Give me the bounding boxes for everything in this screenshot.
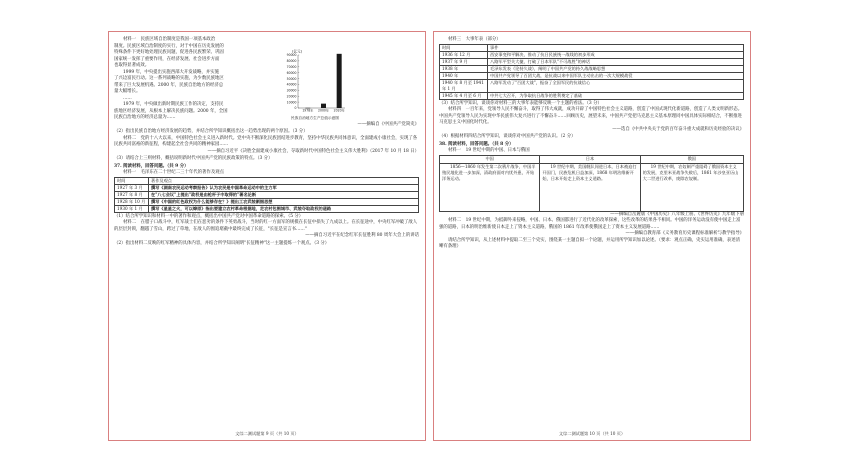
table-cell: 1936 年 12 月 [440, 51, 488, 58]
table-cell: 撰写《中国的红色政权为什么能够存在？》提出工农武装割据思想 [149, 198, 419, 205]
right-page [433, 31, 751, 441]
table-header-row [440, 44, 744, 51]
table-row [440, 65, 744, 72]
page-footer: 文综二测试题第 10 页（共 10 页） [558, 431, 626, 436]
table-cell: 1856—1860 年发生第二次鸦片战争，中国半殖民地化进一步加深，清政府面对内忧外患，开始洋务运动。 [440, 163, 540, 211]
table-cell: 在"八七会议"上提出"政权是由枪杆子中取得的"著名论断 [149, 191, 419, 198]
y-tick-label: 90000 [286, 53, 297, 58]
y-tick-label: 50000 [286, 76, 297, 81]
m1-line: 族地区经济发展，从根本上解决民族问题。2000 年，全国 [114, 108, 228, 114]
m38-material-two: 材料二 19 世纪中期，为抵御外来侵略，中国、日本、俄国都进行了近代化的改革探索，这些改革的结果各不相同。中国的洋务运动没有使中国走上富强的道路，日本的明治维新使日本走上了资本主义道路，俄国的 1861 年改革使俄国走上了资本主义发展道路…… [439, 218, 741, 230]
question-mao-1: （1）结合所学知识和材料一中的著作和观点，概括出中国共产党对中国革命道路的探索。（5 分） [114, 213, 304, 219]
m1-line: 也取得显著成效。 [114, 63, 150, 68]
m1-line: 特殊条件下更好地处理民族问题，促进各民族繁荣、巩固 [114, 50, 224, 55]
table-cell: 八路军平型关大捷，打破了日本军队"不可战胜"的神话 [488, 58, 744, 65]
table-cell: 中共七大召开，为争取抗日战争的胜利奠定了基础 [488, 92, 744, 99]
table-cell: 1927 年 8 月 [115, 191, 149, 198]
x-tick-label: 2000年 [318, 108, 329, 113]
table-row [115, 198, 419, 205]
chart-title: 民族自治地方生产总值示意图 [291, 116, 339, 120]
events-table [439, 44, 744, 100]
table-cell: 1938 年 [440, 65, 488, 72]
comparison-table [439, 155, 744, 212]
table-cell: 1937 年 9 月 [440, 58, 488, 65]
mao2-source: ——摘自习近平在纪念红军长征胜利 80 周年大会上的讲话 [305, 233, 419, 238]
m1-line: 材料一 民族区域自治制度是我国一项基本政治 [123, 37, 216, 42]
table-cell: 中国共产党领导了百团大战，是抗战以来中国军队主动出击的一次大规模战役 [488, 72, 744, 79]
left-page-content [114, 37, 419, 426]
m1-line: 量大幅增长。 [114, 89, 141, 94]
y-axis-label: (亿元) [292, 49, 302, 54]
y-tick-label: 10000 [286, 100, 297, 105]
material-mao-2: 材料二 在腊子口战斗中，红军战士们在恶劣的条件下英勇战斗，当时的红一方面军的规模在长征中损失了九成以上。在长征途中，中央红军冲破了敌人的层层封锁，翻越了雪山，跨过了草地，在敌人的围追堵截中最终完成了长征，"长征是宣言书……" [114, 220, 418, 232]
table-cell: 撰写《星星之火，可以燎原》指出要建立农村革命根据地，走农村包围城市、武装夺取政权的道路 [149, 205, 419, 212]
question-3-right: （3）结合所学知识，谈谈你对材料三的大事年表能够反映一个主题的看法。（3 分） [439, 100, 602, 106]
table-cell: 19 世纪中期，美国舰队闯进日本，日本被迫打开国门，民族危机日益加深，1868 年明治维新开始，日本开始走上资本主义道路。 [540, 163, 640, 211]
bar [321, 104, 326, 108]
question-mao-2: （2）指出材料二反映的红军精神的具体内容，并结合所学知识阐明"长征精神"这一主题提炼一个观点。（3 分） [114, 240, 330, 246]
table-row [115, 184, 419, 191]
m1-line: 带来了巨大发展机遇。2000 年，民族自治地方的经济总 [114, 82, 224, 88]
question-4: （4）根据材料四结合所学知识，谈谈你对中国共产党的认识。（2 分） [439, 134, 576, 139]
material-one-text [114, 37, 282, 122]
table-cell: 1945 年 4 月至 6 月 [440, 92, 488, 99]
x-tick-label: 2020年 [333, 108, 345, 113]
table-cell: 19 世纪中期，农奴制严重阻碍了俄国资本主义的发展，克里米亚战争失败后，1861 年沙皇亚历山大二世进行改革，废除农奴制。 [640, 163, 743, 211]
table-cell: 毛泽东发表《论持久战》，阐明了中国共产党的持久战战略思想 [488, 65, 744, 72]
table-header: 日本 [540, 155, 640, 163]
m1-line: 1999 年，中央提出实施西部大开发战略，并实施 [123, 69, 219, 75]
mao-works-table [114, 177, 419, 213]
material-four: 材料四 一百年来，党领导人民不懈奋斗，取得了伟大成就，成功开辟了中国特色社会主义道路，创造了中国式现代化新道路，创造了人类文明新形态。中国共产党领导人民为实现中华民族伟大复兴进行了不懈奋斗……回顾历史，展望未来，中国共产党把马克思主义基本原理同中国具体实际相结合，不断推进马克思主义中国化时代化。 [439, 107, 743, 125]
y-tick-label: 70000 [286, 64, 297, 69]
m1-source: ——摘编自《中国共产党简史》 [357, 121, 419, 127]
y-tick-label: 40000 [286, 82, 297, 87]
m1-line: 国家统一发挥了重要作用，在经济发展、社会进步方面 [114, 56, 220, 62]
table-cell: 1930 年 1 月 [115, 205, 149, 212]
right-page-content [439, 37, 744, 426]
table-header-row [115, 177, 419, 184]
y-tick-label: 80000 [286, 59, 297, 64]
question-38-prompt: 请结合所学知识，从上述材料中提取二至三个史实，围绕某一主题自拟一个论题，并运用所学知识加以论述。（要求：观点正确，史实运用准确，表述清晰有条理） [439, 237, 740, 249]
table-row [440, 92, 744, 99]
table-cell: 八路军发动了"百团大战"，振奋了全国军民的抗战信心 [488, 79, 744, 92]
question-2: （2）指出民族自治地方经济发展的趋势，并结合所学知识概括出这一趋势出现的两个原因。（3 分） [114, 129, 308, 134]
m1-line: …… [123, 95, 132, 101]
table-row [115, 191, 419, 198]
table-cell: 1940 年 8 月至 1941 年 1 月 [440, 79, 488, 92]
m1-line: 制度。民族区域自治制度的实行，对于中国在历史发展的 [114, 43, 224, 49]
table-header: 俄国 [640, 155, 743, 163]
question-3: （3）请结合上三则材料，概括说明新时代中国共产党的民族政策的特点。（3 分） [114, 156, 273, 161]
table-cell: 1927 年 3 月 [115, 184, 149, 191]
chart-svg [281, 48, 349, 124]
table-cell: 西安事变和平解决，推动了抗日民族统一战线的初步形成 [488, 51, 744, 58]
table-cell: 1928 年 10 月 [115, 198, 149, 205]
bar [337, 54, 342, 108]
m4-source: ——选自《中共中央关于党的百年奋斗重大成就和历史经验的决议》 [612, 126, 744, 132]
m38-source-2: ——摘编自教育部《义务教育历史课程标准解析与教学指导》 [625, 231, 744, 236]
y-tick-label: 0 [294, 106, 297, 111]
table-header: 事件 [488, 44, 744, 51]
page-footer: 文综二测试题第 9 页（共 10 页） [235, 431, 299, 436]
table-row [440, 58, 744, 65]
table-row [115, 205, 419, 212]
table-header-row [440, 155, 744, 163]
table-row [440, 72, 744, 79]
y-tick-label: 20000 [286, 94, 297, 99]
gdp-bar-chart [281, 48, 349, 124]
m1-line: 民族自治地方的经济总量为…… [114, 115, 176, 120]
m1-line: 了兴边富民行动。这一系列战略的实施，为少数民族地区 [114, 76, 224, 81]
table-row [440, 51, 744, 58]
y-tick-label: 30000 [286, 88, 297, 93]
left-page [108, 31, 426, 441]
table-header: 著作及观点 [149, 177, 419, 184]
question-38: 38. 阅读材料，回答问题。（共 8 分） [439, 141, 514, 147]
y-tick-label: 60000 [286, 70, 297, 75]
m38-title: 材料一 19 世纪中期的中国、日本与俄国 [448, 148, 530, 153]
m38-source-1: ——摘编自岳麓版《中国历史》八年级上册、《世界历史》九年级下册 [610, 211, 744, 217]
question-37: 37. 阅读材料，回答问题。（共 9 分） [114, 163, 189, 169]
table-row [440, 79, 744, 92]
material-two: 材料二 党的十八大以来，中国特色社会主义进入新时代。党中央不断深化民族团结进步教育，坚持中华民族共同体意识，全面建成小康社会，实现了各民族共同富裕的新征程，构建起全社会共同的精神家园…… [114, 135, 418, 147]
m3-title: 材料三 大事年表（部分） [448, 37, 501, 42]
x-tick-label: 1978年 [302, 108, 314, 113]
table-cell: 1940 年 [440, 72, 488, 79]
m1-line: 1979 年，中央做出新时期民族工作的决定，支持民 [123, 102, 224, 107]
table-row [440, 163, 744, 211]
table-header: 中国 [440, 155, 540, 163]
table-header: 时间 [440, 44, 488, 51]
m2-source: ——摘自习近平《决胜全面建成小康社会，夺取新时代中国特色社会主义伟大胜利》（2017 年 10 月 18 日） [207, 148, 419, 154]
table-header: 时间 [115, 177, 149, 184]
table-cell: 撰写《湖南农民运动考察报告》认为农民是中国革命运动中的主力军 [149, 184, 419, 191]
mao-table-title: 材料一 毛泽东在二十世纪二三十年代的著作及观点 [123, 170, 224, 175]
